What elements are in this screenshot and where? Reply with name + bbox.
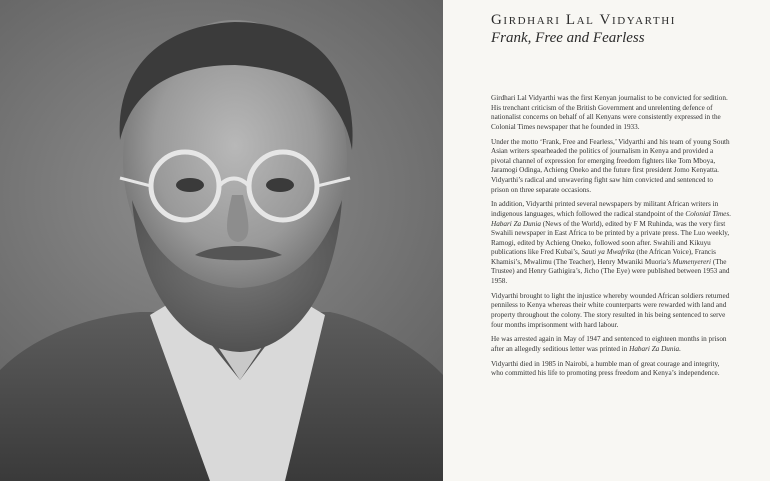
paragraph-3-text-d: (the African Voice), Francis Khamisi’s, Mwalimu (The Teacher), Henry Mwaniki Muoria’s	[491, 248, 716, 266]
left-eye	[176, 178, 204, 192]
paragraph-3-text-e: (The Trustee) and Henry Gathigira’s, Jicho (The Eye) were published between 1953 and 1958.	[491, 257, 730, 286]
right-eye	[266, 178, 294, 192]
paragraph-5-emphasis: Habari Za Dunia	[629, 345, 680, 353]
page-subtitle: Frank, Free and Fearless	[491, 30, 645, 46]
paragraph-3-emphasis-3: Sauti ya Mwafrika	[581, 248, 635, 257]
paragraph-3-text-a: In addition, Vidyarthi printed several newspapers by militant African writers in indigenous languages, which followed the radical standpoint of the	[491, 200, 719, 218]
paragraph-2: Under the motto ‘Frank, Free and Fearless,’ Vidyarthi and his team of young South Asian writers spearheaded the politics of journalism in Kenya and provided a pivotal channel of expression for emerging freedom fighters like Tom Mboya, Jaramogi Odinga, Achieng Oneko and the future first president Jomo Kenyatta. Vidyarthi’s radical and unwavering fight saw him convicted and sentenced to prison on three separate occasions.	[491, 137, 730, 194]
page-title: Girdhari Lal Vidyarthi	[491, 12, 677, 28]
paragraph-3	[491, 200, 731, 286]
paragraph-5	[491, 335, 731, 354]
paragraph-1: Girdhari Lal Vidyarthi was the first Kenyan journalist to be convicted for sedition. His trenchant criticism of the British Government and unrelenting defence of nationalist concerns on behalf of all Kenyans were consistently expressed in the Colonial Times newspaper that he founded in 1933.	[491, 94, 728, 131]
paragraph-4: Vidyarthi brought to light the injustice whereby wounded African soldiers returned penniless to Kenya whereas their white counterparts were rewarded with land and property throughout the colony. The story resulted in his being sentenced to serve four months imprisonment with hard labour.	[491, 291, 730, 329]
paragraph-6: Vidyarthi died in 1985 in Nairobi, a humble man of great courage and integrity, who committed his life to promoting press freedom and Kenya’s independence.	[491, 359, 720, 378]
paragraph-3-text-c: (News of the World), edited by F M Ruhinda, was the very first Swahili newspaper in East Africa to be printed by a private press. The Luo weekly, Ramogi, edited by Achieng Oneko, followed soon after. Swahili and Kikuyu publications like Fred Kubai’s,	[491, 219, 730, 257]
paragraph-5-text-a: He was arrested again in May of 1947 and sentenced to eighteen months in prison after an allegedly seditious letter was printed in	[491, 335, 727, 353]
paragraph-3-emphasis-1: Colonial Times	[685, 209, 730, 218]
article-page	[443, 0, 770, 481]
paragraph-3-text-b: .	[729, 209, 731, 218]
paragraph-5-text-b: .	[679, 345, 681, 353]
paragraph-3-emphasis-4: Mumenyereri	[672, 257, 712, 266]
paragraph-3-emphasis-2: Habari Za Dunia	[491, 219, 541, 228]
article-body	[491, 94, 731, 379]
